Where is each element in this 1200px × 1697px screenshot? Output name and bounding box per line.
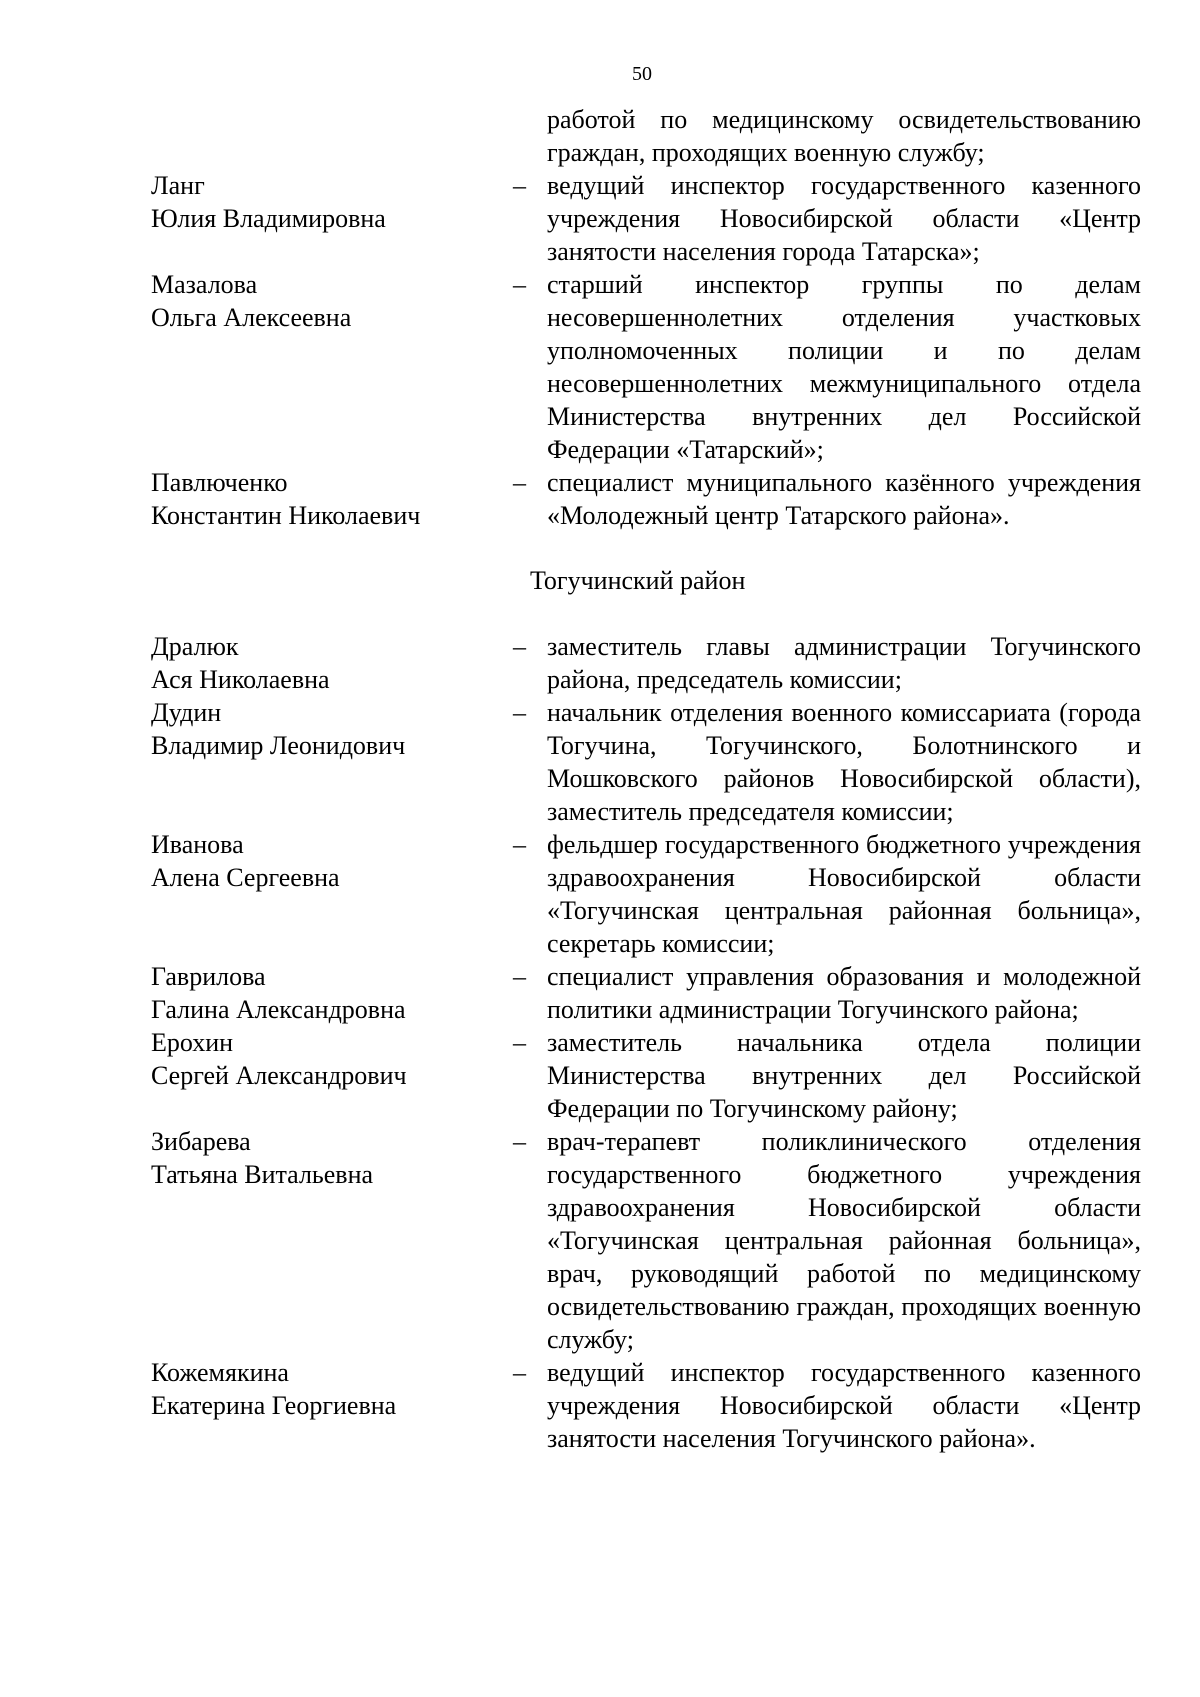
member-given-names: Ольга Алексеевна (151, 303, 352, 332)
member-name (151, 1125, 513, 1191)
member-name (151, 268, 513, 334)
member-given-names: Владимир Леонидович (151, 731, 406, 760)
member-position: специалист муниципального казённого учреждения «Молодежный центр Татарского района». (547, 468, 1141, 530)
member-surname: Кожемякина (151, 1358, 289, 1387)
member-surname: Мазалова (151, 270, 258, 299)
member-entry (151, 960, 1141, 1026)
entry-dash: – (513, 171, 526, 200)
entry-dash: – (513, 1028, 526, 1057)
member-entry (151, 828, 1141, 960)
member-surname: Дралюк (151, 632, 239, 661)
member-given-names: Константин Николаевич (151, 501, 421, 530)
member-entry (151, 1356, 1141, 1455)
member-surname: Павлюченко (151, 468, 288, 497)
member-surname: Ланг (151, 171, 205, 200)
member-name (151, 169, 513, 235)
member-entry (151, 630, 1141, 696)
member-position: врач-терапевт поликлинического отделения государственного бюджетного учреждения здравоохранения Новосибирской области «Тогучинская центральная районная больница», врач, руководящий работой по медицинскому освидетельствованию граждан, проходящих военную службу; (547, 1127, 1141, 1354)
member-entry (151, 696, 1141, 828)
member-position: специалист управления образования и молодежной политики администрации Тогучинского района; (547, 962, 1141, 1024)
entry-dash: – (513, 830, 526, 859)
member-position: фельдшер государственного бюджетного учреждения здравоохранения Новосибирской области «Тогучинская центральная районная больница», секретарь комиссии; (547, 830, 1141, 958)
member-position: заместитель главы администрации Тогучинского района, председатель комиссии; (547, 632, 1141, 694)
member-name (151, 1356, 513, 1422)
page-number: 50 (632, 63, 652, 85)
member-given-names: Сергей Александрович (151, 1061, 407, 1090)
member-name (151, 828, 513, 894)
member-given-names: Ася Николаевна (151, 665, 330, 694)
entry-dash: – (513, 698, 526, 727)
member-surname: Дудин (151, 698, 222, 727)
entry-dash: – (513, 1127, 526, 1156)
member-given-names: Юлия Владимировна (151, 204, 386, 233)
member-position: старший инспектор группы по делам несовершеннолетних отделения участковых уполномоченных полиции и по делам несовершеннолетних межмуниципального отдела Министерства внутренних дел Российской Федерации «Татарский»; (547, 270, 1141, 464)
member-entry (151, 268, 1141, 466)
entry-dash: – (513, 1358, 526, 1387)
continuation-text: работой по медицинскому освидетельствованию граждан, проходящих военную службу; (547, 105, 1141, 167)
member-position: ведущий инспектор государственного казенного учреждения Новосибирской области «Центр занятости населения города Татарска»; (547, 171, 1141, 266)
entry-dash: – (513, 270, 526, 299)
member-position: начальник отделения военного комиссариата (города Тогучина, Тогучинского, Болотнинского и Мошковского районов Новосибирской области), заместитель председателя комиссии; (547, 698, 1141, 826)
member-given-names: Галина Александровна (151, 995, 406, 1024)
member-entry (151, 1125, 1141, 1356)
member-name (151, 630, 513, 696)
member-surname: Иванова (151, 830, 244, 859)
document-body (151, 103, 1141, 1455)
member-given-names: Алена Сергеевна (151, 863, 340, 892)
member-entry (151, 1026, 1141, 1125)
member-entry (151, 169, 1141, 268)
member-name (151, 960, 513, 1026)
member-name (151, 1026, 513, 1092)
entry-dash: – (513, 632, 526, 661)
member-surname: Гаврилова (151, 962, 266, 991)
member-name (151, 466, 513, 532)
member-entry (151, 466, 1141, 532)
member-position: заместитель начальника отдела полиции Министерства внутренних дел Российской Федерации по Тогучинскому району; (547, 1028, 1141, 1123)
member-surname: Зибарева (151, 1127, 251, 1156)
member-given-names: Екатерина Георгиевна (151, 1391, 397, 1420)
member-position: ведущий инспектор государственного казенного учреждения Новосибирской области «Центр занятости населения Тогучинского района». (547, 1358, 1141, 1453)
member-surname: Ерохин (151, 1028, 234, 1057)
section-heading: Тогучинский район (530, 566, 746, 595)
member-name (151, 696, 513, 762)
member-given-names: Татьяна Витальевна (151, 1160, 374, 1189)
entry-dash: – (513, 962, 526, 991)
entry-dash: – (513, 468, 526, 497)
